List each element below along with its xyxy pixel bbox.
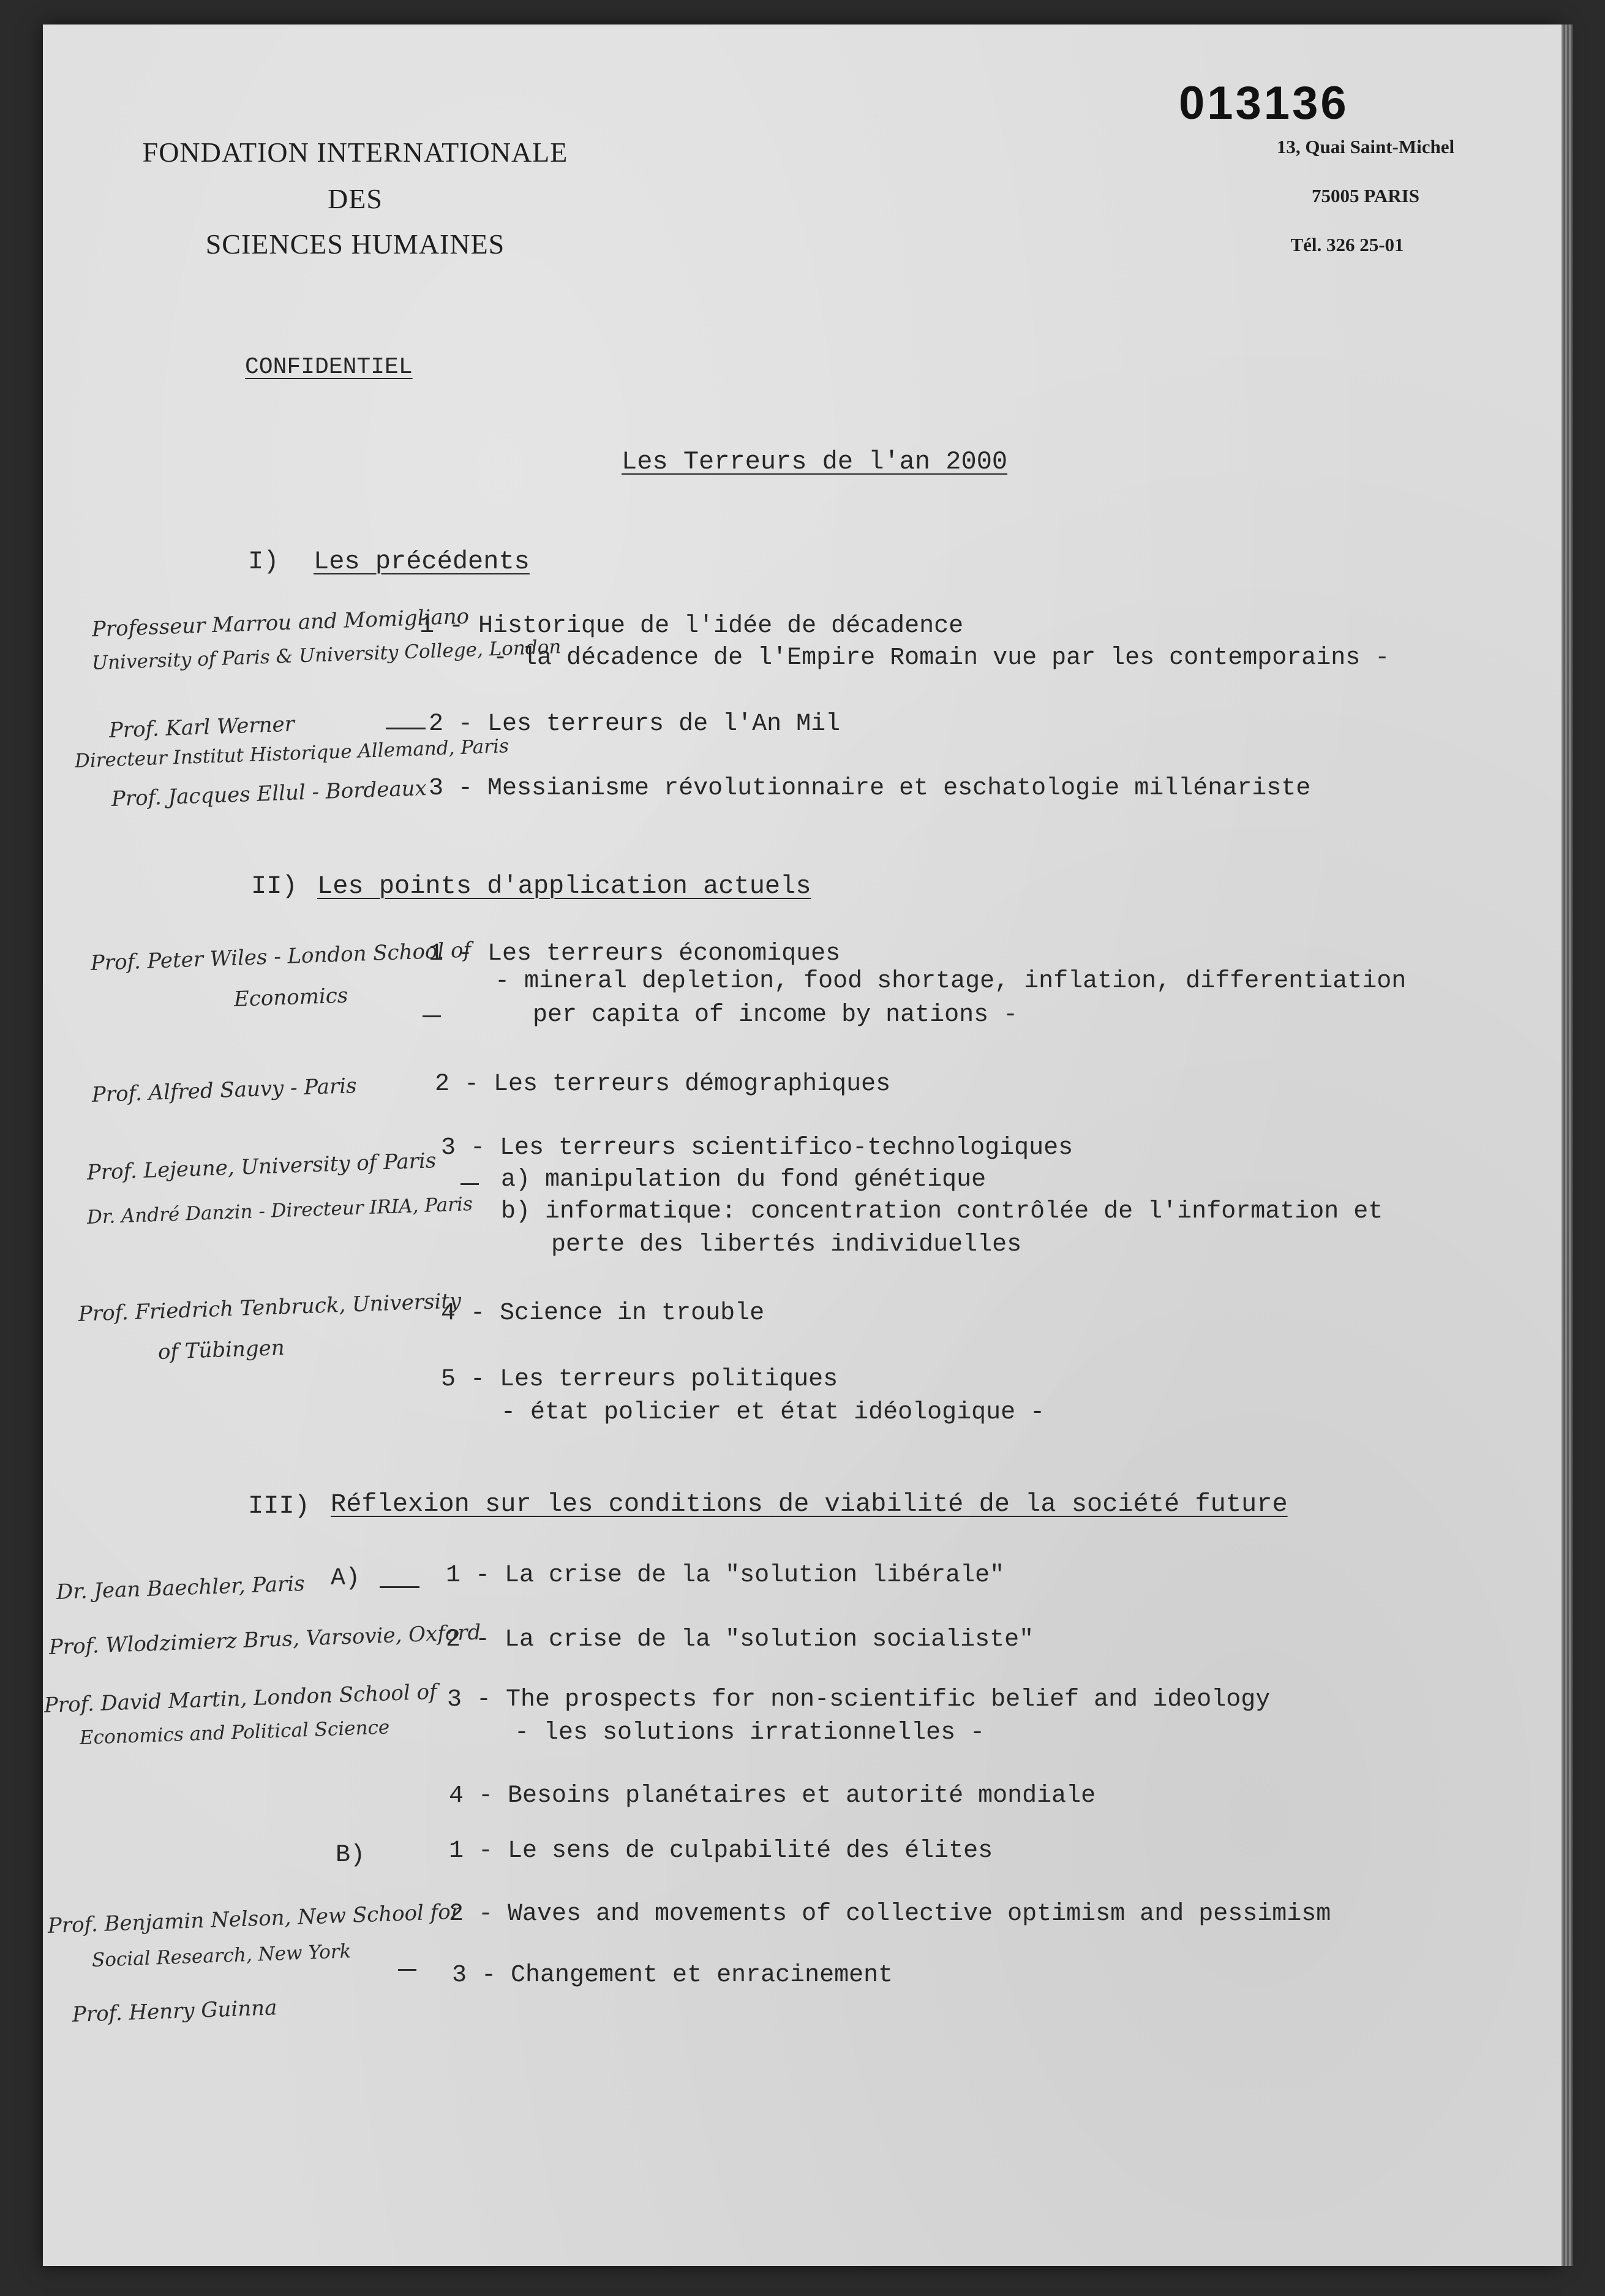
annotation-werner-affiliation: Directeur Institut Historique Allemand, Paris — [74, 735, 509, 772]
annotation-nelson-affiliation: Social Research, New York — [91, 1940, 351, 1971]
confidential-label: CONFIDENTIEL — [245, 354, 413, 380]
address-street: 13, Quai Saint-Michel — [1276, 136, 1455, 157]
section-2-item-2: 2 - Les terreurs démographiques — [435, 1071, 891, 1098]
section-3-item-b1: 1 - Le sens de culpabilité des élites — [449, 1837, 993, 1865]
annotation-wiles: Prof. Peter Wiles - London School of — [90, 938, 472, 976]
letterhead-org-line2: DES — [328, 183, 383, 214]
section-2-item-5: 5 - Les terreurs politiques — [441, 1366, 838, 1393]
section-3-item-b2: 2 - Waves and movements of collective optimism and pessimism — [449, 1900, 1331, 1928]
section-2-item-5-sub: - état policier et état idéologique - — [501, 1399, 1045, 1426]
annotation-marrou-affiliation: University of Paris & University College, London — [91, 636, 562, 674]
section-2-item-3b-cont: perte des libertés individuelles — [551, 1231, 1022, 1259]
annotation-tenbruck: Prof. Friedrich Tenbruck, University — [78, 1289, 462, 1327]
address-phone: Tél. 326 25-01 — [1290, 234, 1404, 255]
annotation-dash — [386, 728, 426, 729]
section-3-item-b3: 3 - Changement et enracinement — [452, 1962, 893, 1989]
annotation-baechler: Dr. Jean Baechler, Paris — [56, 1571, 306, 1605]
section-1-number: I) — [248, 547, 279, 576]
section-2-item-3: 3 - Les terreurs scientifico-technologiques — [441, 1134, 1073, 1162]
annotation-nelson: Prof. Benjamin Nelson, New School for — [47, 1899, 461, 1938]
address-city: 75005 PARIS — [1312, 185, 1419, 206]
annotation-dash — [460, 1183, 479, 1185]
document-title: Les Terreurs de l'an 2000 — [622, 447, 1008, 476]
section-2-item-1-sub1: - mineral depletion, food shortage, inflation, differentiation — [495, 968, 1407, 995]
stacked-pages-edge — [1562, 24, 1573, 2266]
annotation-dash — [380, 1586, 419, 1588]
section-3-sub-b: B) — [336, 1842, 366, 1869]
annotation-marrou: Professeur Marrou and Momigliano — [91, 604, 470, 642]
section-3-sub-a: A) — [331, 1565, 361, 1592]
section-2-item-3a: a) manipulation du fond génétique — [501, 1166, 987, 1194]
letterhead-org-line3: SCIENCES HUMAINES — [205, 228, 505, 260]
annotation-dash — [398, 1969, 416, 1971]
annotation-martin: Prof. David Martin, London School of — [43, 1679, 438, 1718]
section-1-item-1: 1 - Historique de l'idée de décadence — [419, 612, 964, 640]
annotation-dash — [423, 1015, 441, 1017]
annotation-tenbruck-affiliation: of Tübingen — [157, 1335, 285, 1364]
section-3-item-a2: 2 - La crise de la "solution socialiste" — [446, 1626, 1034, 1654]
document-number: 013136 — [1179, 77, 1349, 129]
section-3-item-a4: 4 - Besoins planétaires et autorité mondiale — [449, 1782, 1096, 1810]
annotation-lejeune: Prof. Lejeune, University of Paris — [86, 1148, 437, 1185]
section-2-item-1: 1 - Les terreurs économiques — [429, 940, 841, 968]
annotation-ellul: Prof. Jacques Ellul - Bordeaux — [111, 776, 427, 811]
section-2-item-1-sub2: per capita of income by nations - — [533, 1001, 1018, 1029]
section-1-item-1-sub: - la décadence de l'Empire Romain vue par les contemporains - — [493, 644, 1390, 672]
section-3-heading: Réflexion sur les conditions de viabilité de la société future — [331, 1489, 1288, 1519]
section-3-item-a3: 3 - The prospects for non-scientific belief and ideology — [447, 1686, 1271, 1714]
section-2-item-3b: b) informatique: concentration contrôlée de l'information et — [501, 1198, 1383, 1225]
annotation-danzin: Dr. André Danzin - Directeur IRIA, Paris — [86, 1193, 473, 1229]
letterhead-org-line1: FONDATION INTERNATIONALE — [142, 137, 568, 168]
section-3-item-a1: 1 - La crise de la "solution libérale" — [446, 1562, 1005, 1589]
section-3-item-a3-sub: - les solutions irrationnelles - — [514, 1719, 985, 1747]
section-2-item-4: 4 - Science in trouble — [441, 1300, 765, 1327]
annotation-brus: Prof. Wlodzimierz Brus, Varsovie, Oxford — [48, 1620, 481, 1660]
annotation-martin-affiliation: Economics and Political Science — [79, 1716, 390, 1749]
annotation-guinna: Prof. Henry Guinna — [72, 1995, 278, 2027]
section-1-item-2: 2 - Les terreurs de l'An Mil — [429, 710, 841, 738]
annotation-wiles-affiliation: Economics — [233, 983, 348, 1012]
section-2-heading: Les points d'application actuels — [317, 871, 811, 901]
section-2-number: II) — [251, 871, 298, 901]
section-1-item-3: 3 - Messianisme révolutionnaire et eschatologie millénariste — [429, 775, 1311, 802]
section-3-number: III) — [248, 1491, 310, 1521]
annotation-sauvy: Prof. Alfred Sauvy - Paris — [91, 1073, 358, 1107]
annotation-werner: Prof. Karl Werner — [108, 712, 295, 743]
section-1-heading: Les précédents — [314, 547, 530, 576]
